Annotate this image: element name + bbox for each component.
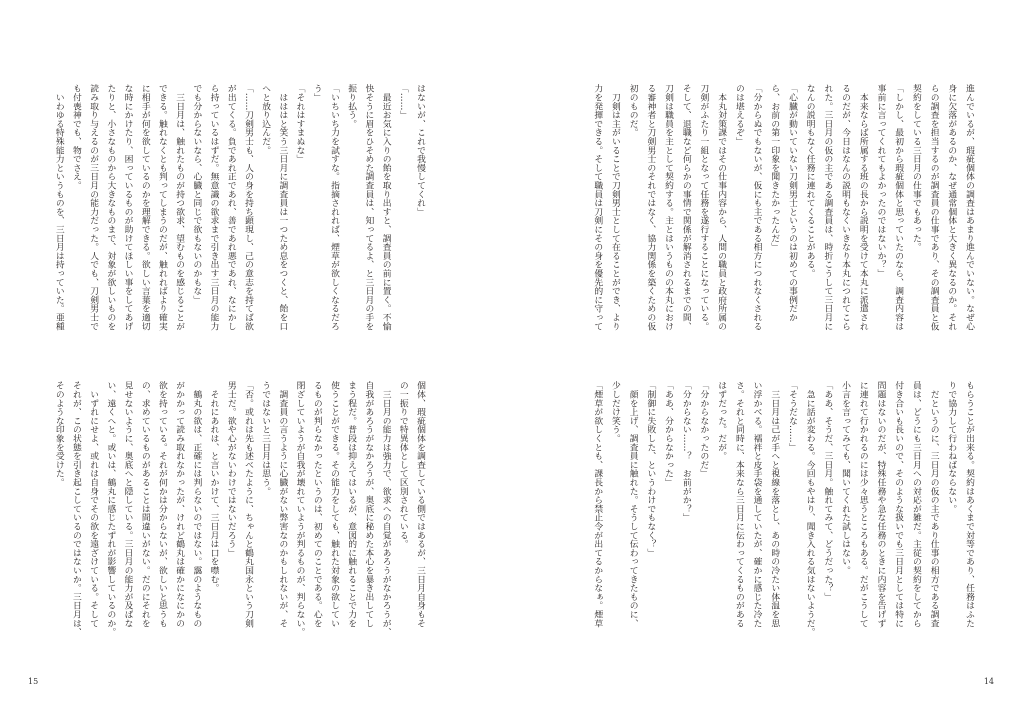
text-column: る審神者と刀剣男士のそれではなく、協力関係を築くための仮 xyxy=(645,84,656,331)
text-column: 本来ならば所属する班の長から説明を受けて本丸に派遣され xyxy=(857,84,868,331)
text-column: りで協力して行わねばならない。 xyxy=(946,381,957,513)
text-column: 小言を言ってみても、聞いてくれた試しはない。 xyxy=(840,381,851,575)
text-column: 三日月の能力は強力で、欲求への自覚があろうがなかろうが、 xyxy=(380,381,391,637)
text-column: そして、退職など何らかの事情で関係が解消されるまでの間、 xyxy=(680,84,691,331)
text-column: 「ああ、分からなかった」 xyxy=(663,381,674,487)
text-column: 刀剣は職員を主として契約する。主とはいうものの本丸におけ xyxy=(663,84,674,331)
text-column: が出てくる。負であれ正であれ、善であれ悪であれ、なにかし xyxy=(225,84,236,331)
text-column: へと放り込んだ。 xyxy=(260,84,271,155)
text-column: 事前に言ってくれてもよかったのではないか？」 xyxy=(875,84,886,278)
text-column: 「分からなかったのだ」 xyxy=(698,381,709,478)
text-column: 「煙草が欲しくとも、課長から禁止令が出てるからなぁ。煙草 xyxy=(592,381,603,628)
text-column: 「否。或れは先も述べたように、ちゃんと鶴丸国永という刀剣 xyxy=(242,381,253,628)
text-column: に相手が何を欲しているのかを理解できる。欲しい言葉を適切 xyxy=(139,84,150,331)
text-column: 鶴丸の欲は、正確には判らないのではない。靄のようなもの xyxy=(191,381,202,628)
text-column: 問題はないのだが、特殊任務や急な任務のときに内容を告げず xyxy=(875,381,886,628)
text-block-bottom xyxy=(50,381,428,636)
text-column: ら、お前の第一印象を聞きたかったんだ」 xyxy=(769,84,780,252)
text-column: 男士だ。欲や心がないわけではないだろう」 xyxy=(225,381,236,557)
text-column: 「心臓が動いていない刀剣男士というのは初めての事例だか xyxy=(786,84,797,322)
text-column: 欲を持っている。それが何かは分からないが、欲しいと思うも xyxy=(156,381,167,628)
text-column: 三日月は、触れたものが持つ欲求、望むものを感じることが xyxy=(174,84,185,331)
text-column: たりと、小さなものから大きなものまで、対象が欲しいものを xyxy=(105,84,116,331)
text-column: 「制御に失敗した、というわけでもなく？」 xyxy=(645,381,656,557)
text-column: だというのに、三日月の仮の主であり仕事の相方である調査 xyxy=(928,381,939,628)
text-column: い、遠くへと。或いは、鶴丸に感じたずれが影響しているのか。 xyxy=(105,381,116,637)
text-column: そのような印象を受けた。 xyxy=(53,381,64,487)
text-column: 「……」 xyxy=(397,84,408,120)
text-column: なんの説明もなく任務に連れてくることがある。 xyxy=(804,84,815,278)
page-number: 15 xyxy=(28,677,39,686)
text-column: 「しかし、最初から瑕疵個体と思っていたのなら、調査内容は xyxy=(893,84,904,331)
text-column: の、求めているものがあることは間違いがない。だのにそれを xyxy=(139,381,150,628)
text-column: はずだった。だが。 xyxy=(716,381,727,461)
text-column: 身に欠落があるのか、なぜ通常個体と大きく異なるのか。それ xyxy=(946,84,957,331)
text-column: 読み取り与えるのが三日月の能力だった。人でも、刀剣男士で xyxy=(88,84,99,331)
text-column: 「分からぬでもないが、仮にも主である相方につれなくされる xyxy=(751,84,762,331)
text-column: 振り払う。 xyxy=(346,84,357,128)
text-column: 快そうに眉をひそめた調査員は、知ってるよ、と三日月の手を xyxy=(363,84,374,331)
text-column: らの調査を担当するのが調査員の仕事であり、その調査員と仮 xyxy=(928,84,939,331)
right-page-14 xyxy=(512,0,1024,719)
text-column: 初のものだ。 xyxy=(627,84,638,137)
text-column: それが、この状態を引き起こしているのではないか。三日月は、 xyxy=(70,381,81,637)
text-column: 閉ざしていようが自我が壊れていようが判るものが、判らない。 xyxy=(294,381,305,637)
text-column: がかかって読み取れなかったが、けれど鶴丸は確かになにかの xyxy=(174,381,185,628)
page-number: 14 xyxy=(983,677,994,686)
text-column: 刀剣がふたり一組となって任務を遂行することになっている。 xyxy=(698,84,709,331)
text-column: う」 xyxy=(311,84,322,102)
text-column: 「そうだな……」 xyxy=(786,381,797,452)
text-column: 少しだけ笑う。 xyxy=(609,381,620,443)
text-column: ら持っているはずだ。無意識の欲求まで引き出す三日月の能力 xyxy=(208,84,219,331)
text-column: さ。それと同時に、本来なら三日月に伝わってくるものがある xyxy=(733,381,744,628)
text-column: の一振りで特異体として区別されている。 xyxy=(397,381,408,549)
text-column: 「分からない……？ お前がか？」 xyxy=(680,381,691,522)
text-column: 急に話が変わる。今回もやはり、聞き入れる気はないようだ。 xyxy=(804,381,815,637)
text-column: 「それはすまぬな」 xyxy=(294,84,305,164)
text-block-top xyxy=(50,84,428,330)
text-column: まう程だ。普段は抑えてはいるが、意図的に触れることで力を xyxy=(346,381,357,628)
text-column: 進んでいるが、瑕疵個体の調査はあまり進んでいない。なぜ心 xyxy=(964,84,974,331)
text-column: も付喪神でも、物でさえ。 xyxy=(70,84,81,190)
text-column: るものが判らなかったというのは、初めてのことである。心を xyxy=(311,381,322,628)
text-column: 員は、どうにも三日月への対応が雑だ。主従の契約をしてから xyxy=(910,381,921,628)
text-block-bottom xyxy=(588,381,977,636)
text-column: 調査員の言うように心臓がない弊害なのかもしれないが、そ xyxy=(277,381,288,628)
text-column: 使うことができる。その能力をしても、触れた対象の欲してい xyxy=(328,381,339,628)
text-column: 自我があろうがなかろうが、奥底に秘めた本心を暴き出してし xyxy=(363,381,374,628)
text-column: 最近お気に入りの飴を取り出すと、調査員の前に置く。不愉 xyxy=(380,84,391,331)
text-column: い浮かべる。襦袢と皮手袋を通していたが、確かに感じた冷た xyxy=(751,381,762,628)
text-block-top xyxy=(588,84,977,330)
text-column: れた。三日月の仮の主である調査員は、時折こうして三日月に xyxy=(822,84,833,331)
text-column: 個体、瑕疵個体を調査している側ではあるが、三日月自身もそ xyxy=(415,381,425,628)
text-column: るのだが、今日はなんの説明もなくいきなり本丸につれてこら xyxy=(840,84,851,331)
text-column: でも分からないなら、心臓と同じで欲もないのかもな」 xyxy=(191,84,202,304)
text-column: な時にかけたり、困っているものが助けてほしい事をしてあげ xyxy=(122,84,133,331)
text-column: のは堪えるぞ」 xyxy=(733,84,744,146)
text-column: うではないと三日月は思う。 xyxy=(260,381,271,496)
text-column: 顔を上げ、調査員に触れた。そうして伝わってきたものに、 xyxy=(627,381,638,628)
text-column: 力を発揮できる。そして職員は刀剣にその身を優先的に守って xyxy=(592,84,603,331)
text-column: それにあれは、と言いかけて、三日月は口を噤む。 xyxy=(208,381,219,593)
text-column: 見せないように、奥底へと隠している。三日月の能力が及ばな xyxy=(122,381,133,628)
text-column: 刀剣は主がいることで刀剣男士として在ることができ、より xyxy=(609,84,620,331)
text-column: いわゆる特殊能力というものを、三日月は持っていた。亜種 xyxy=(53,84,64,331)
text-column: はははと笑う三日月に調査員は一つため息をつくと、飴を口 xyxy=(277,84,288,331)
text-column: いずれにせよ、或れは自身でその欲を遠ざけている。そして xyxy=(88,381,99,628)
text-column: 本丸対策課ではその仕事内容から、人間の職員と政府所属の xyxy=(716,84,727,331)
text-column: 「ああ、そうだ、三日月。触れてみて、どうだった？」 xyxy=(822,381,833,601)
text-column: 「……刀剣男士も、人の身を持ち顕現し、己の意志を持てば欲 xyxy=(242,84,253,331)
text-column: はないが、これで我慢してくれ」 xyxy=(415,84,425,216)
text-column: 付き合いも長いので、そのような扱いでも三日月としては特に xyxy=(893,381,904,628)
text-column: 「いちいち力を試すな。指摘されれば、煙草が欲しくなるだろ xyxy=(328,84,339,331)
text-column: もらうことが出来る。契約はあくまで対等であり、任務はふた xyxy=(964,381,974,628)
text-column: 三日月は己が手へと視線を落とし、あの時の冷たい体温を思 xyxy=(769,381,780,628)
text-column: 契約をしている三日月の仕事でもあった。 xyxy=(910,84,921,252)
text-column: できる。触れなくとも判ってしまうのだが、触れればより確実 xyxy=(156,84,167,331)
text-column: に連れて行かれるのには少々思うところもある。だがこうして xyxy=(857,381,868,628)
